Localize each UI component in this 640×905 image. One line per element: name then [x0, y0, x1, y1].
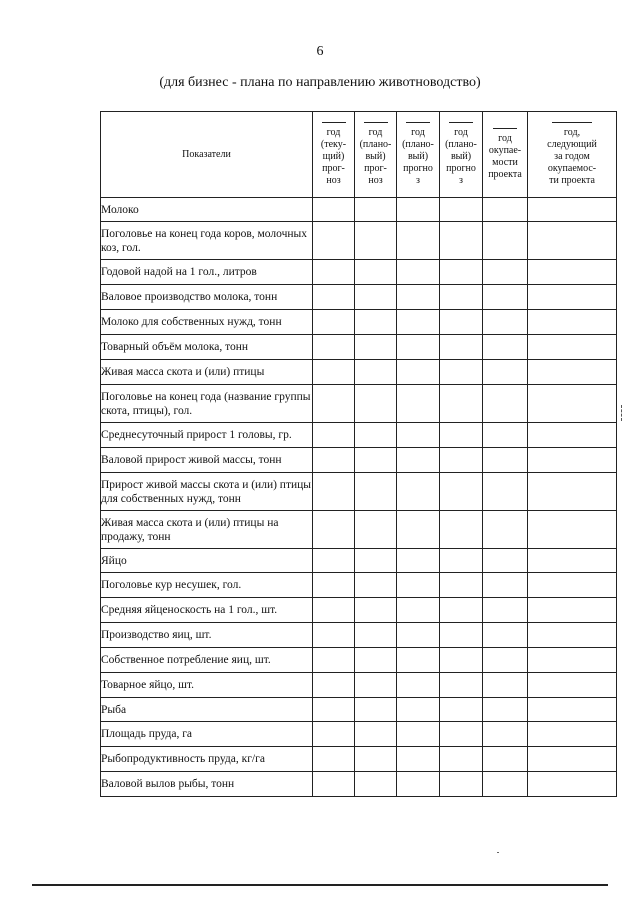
table-row — [101, 260, 617, 285]
value-cell — [440, 335, 483, 360]
table-row — [101, 598, 617, 623]
row-label: Прирост живой массы скота и (или) птицы для собственных нужд, тонн — [101, 473, 313, 511]
value-cell — [355, 385, 397, 423]
column-header-text: год окупае- мости проекта — [488, 133, 522, 180]
value-cell — [483, 673, 528, 698]
value-cell — [440, 285, 483, 310]
value-cell — [440, 722, 483, 747]
value-cell — [397, 747, 440, 772]
value-cell — [397, 260, 440, 285]
row-label: Собственное потребление яиц, шт. — [101, 648, 313, 673]
column-header — [440, 112, 483, 198]
parameters-header: Показатели — [101, 112, 313, 198]
value-cell — [528, 511, 617, 549]
value-cell — [483, 310, 528, 335]
value-cell — [483, 772, 528, 797]
value-cell — [355, 673, 397, 698]
row-label: Молоко — [101, 198, 313, 222]
value-cell — [440, 549, 483, 573]
value-cell — [397, 511, 440, 549]
value-cell — [355, 598, 397, 623]
value-cell — [355, 623, 397, 648]
column-header-text: год, следующий за годом окупаемос- ти проекта — [547, 127, 597, 186]
value-cell — [528, 198, 617, 222]
row-label: Живая масса скота и (или) птицы — [101, 360, 313, 385]
value-cell — [397, 448, 440, 473]
year-blank-line — [322, 122, 346, 123]
table-row — [101, 310, 617, 335]
value-cell — [440, 198, 483, 222]
row-label: Годовой надой на 1 гол., литров — [101, 260, 313, 285]
value-cell — [528, 722, 617, 747]
value-cell — [483, 448, 528, 473]
value-cell — [355, 360, 397, 385]
table-row — [101, 747, 617, 772]
column-header — [313, 112, 355, 198]
value-cell — [397, 310, 440, 335]
value-cell — [397, 573, 440, 598]
row-label: Рыбопродуктивность пруда, кг/га — [101, 747, 313, 772]
value-cell — [440, 473, 483, 511]
value-cell — [528, 423, 617, 448]
value-cell — [528, 222, 617, 260]
column-header — [355, 112, 397, 198]
value-cell — [528, 360, 617, 385]
value-cell — [313, 698, 355, 722]
value-cell — [313, 285, 355, 310]
value-cell — [355, 747, 397, 772]
row-label: Товарное яйцо, шт. — [101, 673, 313, 698]
value-cell — [355, 198, 397, 222]
value-cell — [483, 623, 528, 648]
value-cell — [528, 747, 617, 772]
value-cell — [397, 598, 440, 623]
value-cell — [440, 573, 483, 598]
value-cell — [440, 747, 483, 772]
value-cell — [440, 511, 483, 549]
value-cell — [313, 623, 355, 648]
value-cell — [483, 598, 528, 623]
value-cell — [313, 511, 355, 549]
value-cell — [355, 448, 397, 473]
row-label: Живая масса скота и (или) птицы на продажу, тонн — [101, 511, 313, 549]
table-row — [101, 573, 617, 598]
document-subtitle: (для бизнес - плана по направлению животноводство) — [159, 75, 481, 90]
column-header — [483, 112, 528, 198]
value-cell — [313, 573, 355, 598]
value-cell — [313, 673, 355, 698]
value-cell — [397, 772, 440, 797]
table-row — [101, 623, 617, 648]
value-cell — [313, 648, 355, 673]
value-cell — [528, 648, 617, 673]
value-cell — [440, 673, 483, 698]
value-cell — [313, 549, 355, 573]
value-cell — [313, 598, 355, 623]
section-row — [101, 549, 617, 573]
row-label: Валовой прирост живой массы, тонн — [101, 448, 313, 473]
year-blank-line — [364, 122, 388, 123]
value-cell — [440, 260, 483, 285]
value-cell — [483, 747, 528, 772]
value-cell — [355, 335, 397, 360]
value-cell — [397, 360, 440, 385]
value-cell — [440, 448, 483, 473]
value-cell — [483, 360, 528, 385]
value-cell — [483, 198, 528, 222]
value-cell — [528, 310, 617, 335]
value-cell — [440, 360, 483, 385]
year-blank-line — [449, 122, 473, 123]
value-cell — [440, 648, 483, 673]
value-cell — [397, 473, 440, 511]
value-cell — [528, 549, 617, 573]
value-cell — [313, 473, 355, 511]
value-cell — [483, 335, 528, 360]
column-header-text: год (теку- щий) прог- ноз — [320, 127, 347, 186]
row-label: Валовой вылов рыбы, тонн — [101, 772, 313, 797]
row-label: Поголовье на конец года коров, молочных коз, гол. — [101, 222, 313, 260]
table-row — [101, 360, 617, 385]
value-cell — [313, 423, 355, 448]
value-cell — [397, 648, 440, 673]
scan-mark — [621, 405, 622, 421]
value-cell — [483, 222, 528, 260]
value-cell — [528, 598, 617, 623]
value-cell — [313, 747, 355, 772]
value-cell — [483, 423, 528, 448]
value-cell — [528, 698, 617, 722]
table-row — [101, 722, 617, 747]
value-cell — [397, 673, 440, 698]
row-label: Производство яиц, шт. — [101, 623, 313, 648]
row-label: Поголовье кур несушек, гол. — [101, 573, 313, 598]
value-cell — [355, 511, 397, 549]
value-cell — [483, 285, 528, 310]
value-cell — [528, 473, 617, 511]
value-cell — [397, 222, 440, 260]
year-blank-line — [493, 128, 517, 129]
value-cell — [440, 222, 483, 260]
value-cell — [355, 423, 397, 448]
value-cell — [397, 623, 440, 648]
value-cell — [528, 673, 617, 698]
value-cell — [355, 573, 397, 598]
value-cell — [355, 473, 397, 511]
value-cell — [313, 772, 355, 797]
row-label: Молоко для собственных нужд, тонн — [101, 310, 313, 335]
value-cell — [483, 549, 528, 573]
value-cell — [483, 573, 528, 598]
value-cell — [313, 335, 355, 360]
scan-mark — [497, 852, 499, 853]
value-cell — [483, 385, 528, 423]
value-cell — [355, 648, 397, 673]
value-cell — [528, 573, 617, 598]
table-row — [101, 385, 617, 423]
value-cell — [528, 285, 617, 310]
value-cell — [483, 260, 528, 285]
value-cell — [355, 222, 397, 260]
value-cell — [440, 698, 483, 722]
table-row — [101, 648, 617, 673]
value-cell — [397, 423, 440, 448]
value-cell — [397, 198, 440, 222]
value-cell — [355, 698, 397, 722]
row-label: Поголовье на конец года (название группы скота, птицы), гол. — [101, 385, 313, 423]
value-cell — [313, 222, 355, 260]
value-cell — [528, 448, 617, 473]
value-cell — [483, 473, 528, 511]
value-cell — [397, 285, 440, 310]
value-cell — [528, 623, 617, 648]
value-cell — [355, 285, 397, 310]
value-cell — [313, 360, 355, 385]
value-cell — [355, 260, 397, 285]
page-bottom-rule — [32, 884, 608, 886]
year-blank-line — [552, 122, 592, 123]
value-cell — [528, 335, 617, 360]
value-cell — [483, 511, 528, 549]
table-row — [101, 473, 617, 511]
value-cell — [397, 722, 440, 747]
value-cell — [440, 772, 483, 797]
year-blank-line — [406, 122, 430, 123]
page-number: 6 — [316, 44, 324, 59]
value-cell — [397, 549, 440, 573]
value-cell — [313, 722, 355, 747]
indicators-table — [100, 111, 617, 797]
value-cell — [313, 448, 355, 473]
table-row — [101, 673, 617, 698]
table-row — [101, 511, 617, 549]
section-row — [101, 198, 617, 222]
value-cell — [528, 260, 617, 285]
table-row — [101, 772, 617, 797]
value-cell — [440, 623, 483, 648]
table-header-row — [101, 112, 617, 198]
table-row — [101, 335, 617, 360]
section-row — [101, 698, 617, 722]
value-cell — [355, 310, 397, 335]
value-cell — [483, 698, 528, 722]
value-cell — [397, 335, 440, 360]
table-row — [101, 448, 617, 473]
row-label: Средняя яйценоскость на 1 гол., шт. — [101, 598, 313, 623]
table-row — [101, 285, 617, 310]
value-cell — [313, 198, 355, 222]
value-cell — [483, 648, 528, 673]
value-cell — [440, 385, 483, 423]
value-cell — [313, 260, 355, 285]
column-header-text: год (плано- вый) прог- ноз — [359, 127, 392, 186]
row-label: Среднесуточный прирост 1 головы, гр. — [101, 423, 313, 448]
column-header-text: год (плано- вый) прогно з — [445, 127, 477, 186]
value-cell — [397, 698, 440, 722]
value-cell — [313, 310, 355, 335]
row-label: Яйцо — [101, 549, 313, 573]
value-cell — [313, 385, 355, 423]
value-cell — [440, 598, 483, 623]
value-cell — [528, 385, 617, 423]
column-header — [528, 112, 617, 198]
value-cell — [355, 772, 397, 797]
column-header — [397, 112, 440, 198]
value-cell — [528, 772, 617, 797]
value-cell — [440, 423, 483, 448]
value-cell — [397, 385, 440, 423]
row-label: Рыба — [101, 698, 313, 722]
table-row — [101, 423, 617, 448]
value-cell — [440, 310, 483, 335]
row-label: Площадь пруда, га — [101, 722, 313, 747]
table-row — [101, 222, 617, 260]
value-cell — [355, 722, 397, 747]
column-header-text: год (плано- вый) прогно з — [402, 127, 434, 186]
value-cell — [355, 549, 397, 573]
row-label: Товарный объём молока, тонн — [101, 335, 313, 360]
value-cell — [483, 722, 528, 747]
row-label: Валовое производство молока, тонн — [101, 285, 313, 310]
